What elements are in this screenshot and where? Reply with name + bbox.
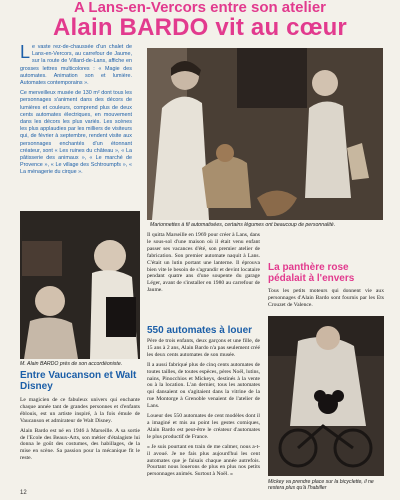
headline-line-2: Alain BARDO vit au cœur bbox=[53, 14, 347, 41]
photo-alain-bardo-image bbox=[20, 211, 140, 359]
intro-paragraph-2: Ce merveilleux musée de 130 m² dont tous les personnages s'animent dans des décors de lumières et couleurs, comprend plus de deux cents automates électriques, en mouvement dans les décors les plus variés. Les scènes les plus applaudies par les milliers de visiteurs qui, de février à septembre, rendent visite aux personnages enchantés d'un étonnant créateur, sont « Les ruines du château », « La pâtisserie des animaux », « Le marché de Provence », « Le village des Schtroumpfs », « La ménagerie du cirque ». bbox=[20, 90, 132, 176]
caption-mickey: Mickey va prendre place sur la bicyclette, il ne restera plus qu'à l'habiller bbox=[268, 479, 374, 492]
photo-marionettes bbox=[147, 48, 383, 220]
right-paragraph-1: Tous les petits moteurs qui donnent vie aux personnages d'Alain Bardo sont fournis par les Ets Crouzet de Valence. bbox=[268, 288, 384, 308]
caption-marionettes: Marionnettes à fil automatisées, certains légumes ont beaucoup de personnalité. bbox=[150, 222, 336, 228]
left-paragraph-1: Le magicien de ce fabuleux univers qui enchante chaque année tant de grandes personnes et d'enfants éblouis, est un artiste inspiré, à la fois émule de Vaucanson et admirateur de Walt Disney. bbox=[20, 397, 140, 424]
middle-paragraph-2: Père de trois enfants, deux garçons et une fille, de 15 ans à 2 ans, Alain Bardo n'a pas seulement créé les deux cents automates de son musée. bbox=[147, 338, 260, 358]
caption-alain-bardo: M. Alain BARDO près de son accordéoniste. bbox=[20, 361, 123, 367]
left-column-text bbox=[20, 397, 140, 465]
intro-paragraph-1 bbox=[20, 44, 132, 87]
middle-column-text bbox=[147, 338, 260, 481]
page-number: 12 bbox=[20, 490, 27, 496]
photo-marionettes-image bbox=[147, 48, 383, 220]
heading-550-automates: 550 automates à louer bbox=[147, 325, 253, 336]
drop-cap: L bbox=[20, 42, 31, 62]
middle-paragraph-5: « Je suis pourtant en train de me calmer, nous a-t-il avoué. Je ne fais plus aujourd'hui les cent automates que je faisais chaque année autrefois. Pourtant nous louerons de plus en plus nos petits personnages animés. Surtout à Noël. » bbox=[147, 443, 260, 478]
left-paragraph-2: Alain Bardo est né en 1946 à Marseille. A sa sortie de l'Ecole des Beaux-Arts, son métier d'étalagiste lui donna le goût des costumes, des habillages, de la mise en scène. Sa passion pour la mécanique fit le reste. bbox=[20, 427, 140, 462]
heading-vaucanson: Entre Vaucanson et Walt Disney bbox=[20, 370, 137, 392]
right-column-text bbox=[268, 288, 384, 312]
intro-text-1: e vaste rez-de-chaussée d'un chalet de Lans-en-Vercors, au carrefour de Jaume, sur la route de Villard-de-Lans, affiche en grosses lettres multicolores : « Magie des automates. Animation son et lumière. Automates contemporains ». bbox=[20, 44, 132, 87]
middle-column-text-top bbox=[147, 232, 260, 297]
photo-mickey-bicycle-image bbox=[268, 316, 384, 476]
middle-paragraph-4: Loueur des 550 automates de cent modèles dont il a imaginé et mis au point les gestes comiques, Alain Bardo est peut-être le créateur d'automates le plus productif de France. bbox=[147, 413, 260, 440]
heading-panthere-rose: La panthère rose pédalait à l'envers bbox=[268, 262, 355, 284]
headline-line-1: A Lans-en-Vercors entre son atelier bbox=[73, 0, 327, 16]
middle-paragraph-3: Il a aussi fabriqué plus de cinq cents automates de toutes tailles, de toutes espèces, pères Noël, lutins, nains, Pinocchios et Mickeys, destinés à la vente ou à la location. L'an dernier, tous les automates qui dansaient ou s'agitaient dans la vitrine de la rue Montorge à Grenoble venaient de l'atelier de Lans. bbox=[147, 361, 260, 410]
photo-mickey-bicycle bbox=[268, 316, 384, 476]
photo-alain-bardo bbox=[20, 211, 140, 359]
intro-column bbox=[20, 44, 132, 180]
middle-paragraph-1: Il quitta Marseille en 1969 pour créer à Lans, dans le sous-sol d'une maison où il était venu enfant passer ses vacances d'été, son premier atelier de fabrication. Son premier automate naquit à Lans. C'était un lutin portant une lanterne. Il éprouva bien vite le besoin de s'agrandir et devint locataire pendant quatre ans d'une soupente du garage Léger, avant de s'installer en 1980 au carrefour de Jaume. bbox=[147, 232, 260, 294]
